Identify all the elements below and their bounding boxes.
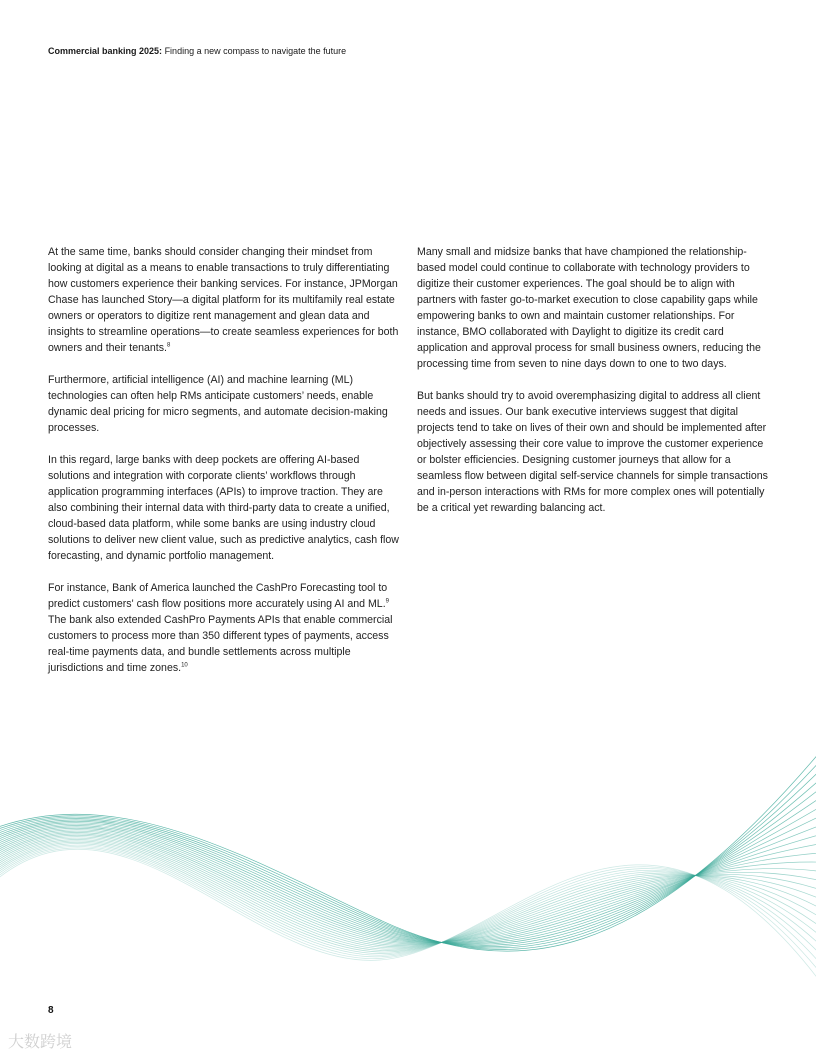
wave-line	[0, 831, 816, 943]
wave-line	[0, 791, 816, 944]
wave-line	[0, 781, 816, 946]
paragraph-digital-mindset: At the same time, banks should consider changing their mindset from looking at digital as a means to enable transactions to truly differentiating how customers experience their banking services. For instance, JPMorgan Chase has launched Story—a digital platform for its multifamily real estate owners or operators to digitize rent management and glean data and insights to streamline operations—to create seamless experiences for both owners and their tenants.$^8$	[48, 246, 399, 354]
header-subtitle: Finding a new compass to navigate the future	[164, 46, 347, 56]
decorative-wave-lines	[0, 720, 816, 1020]
right-column	[417, 244, 769, 532]
footnote-ref: 10	[181, 662, 188, 669]
paragraph-avoid-overemphasis: But banks should try to avoid overemphasizing digital to address all client needs and issues. Our bank executive interviews suggest that digital projects tend to take on lives of their own and should be implemented after objectively assessing their core value to improve the customer experience or bolster efficiencies. Designing customer journeys that allow for a seamless flow between digital self-service channels for simple transactions and in-person interactions with RMs for more complex ones will potentially be a critical yet rewarding balancing act.	[417, 390, 768, 514]
wave-line	[0, 832, 816, 943]
footnote-ref: 8	[166, 342, 171, 349]
wave-line	[0, 849, 816, 995]
wave-line	[0, 771, 816, 947]
paragraph-ai-ml: Furthermore, artificial intelligence (AI) and machine learning (ML) technologies can often help RMs anticipate customers’ needs, enable dynamic deal pricing for micro segments, and automate decision-making processes.	[48, 374, 388, 434]
wave-line	[0, 846, 816, 974]
paragraph-bank-of-america: For instance, Bank of America launched the CashPro Forecasting tool to predict customers' cash flow positions more accurately using AI and ML.$^9$ The bank also extended CashPro Payments APIs that enable commercial customers to process more than 350 different types of payments, access real-time payments data, and bundle settlements across multiple jurisdictions and time zones.$^{10}$	[48, 582, 393, 674]
page-number: 8	[48, 1005, 54, 1016]
header-title: Commercial banking 2025:	[48, 46, 163, 56]
wave-line	[0, 760, 816, 948]
wave-line	[0, 830, 816, 943]
footnote-ref: 9	[385, 598, 389, 605]
running-header	[48, 46, 346, 56]
wave-line	[0, 848, 816, 985]
wave-line	[0, 841, 816, 951]
paragraph-large-banks: In this regard, large banks with deep pockets are offering AI-based solutions and integration with corporate clients’ workflows through application programming interfaces (APIs) to improve traction. They are also combining their internal data with third-party data to create a unified, cloud-based data platform, while some banks are using industry cloud solutions to deliver new client value, such as predictive analytics, cash flow forecasting, and dynamic portfolio management.	[48, 454, 399, 562]
left-column	[48, 244, 400, 692]
paragraph-small-midsize-banks: Many small and midsize banks that have championed the relationship-based model could continue to collaborate with technology providers to digitize their customer experiences. The goal should be to align with partners with faster go-to-market execution to close capability gaps while empowering banks to own and maintain customer relationships. For instance, BMO collaborated with Daylight to digitize its credit card application and approval process for small business owners, reducing the processing time from seven to nine days down to one to two days.	[417, 246, 761, 370]
watermark-logo: 大数跨境	[8, 1032, 73, 1051]
